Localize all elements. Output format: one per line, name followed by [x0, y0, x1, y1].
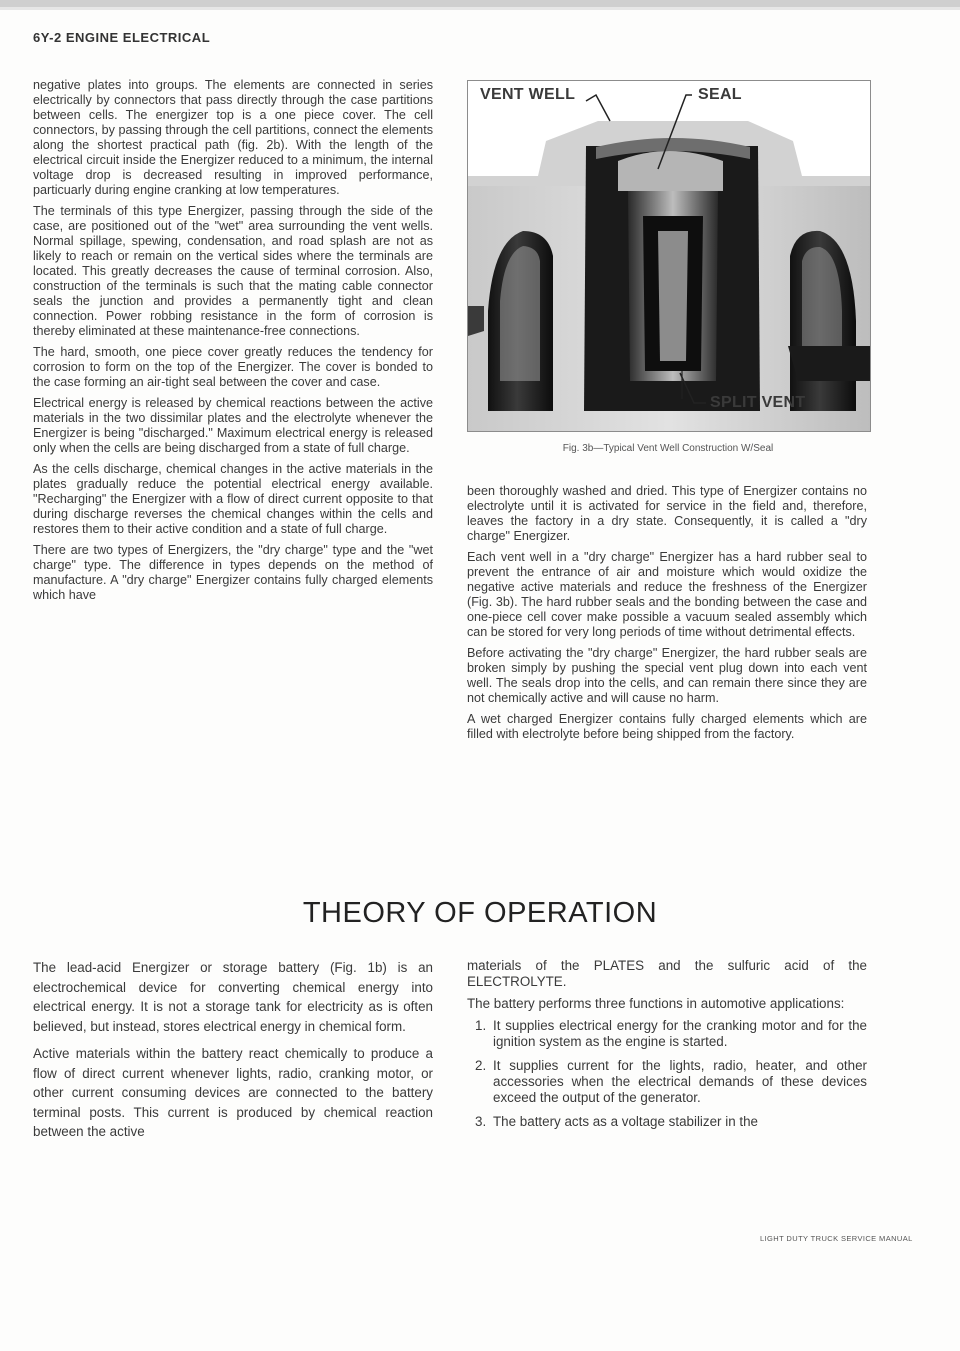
list-text: It supplies electrical energy for the cranking motor and for the ignition system as the engine is started. [493, 1018, 867, 1049]
paragraph: Each vent well in a "dry charge" Energizer has a hard rubber seal to prevent the entrance of air and moisture which would oxidize the negative active materials and reduce the freshness of the Energizer (Fig. 3b). The hard rubber seals and the bonding between the case and one-piece cell cover make possible a vacuum sealed assembly which can be stored for very long periods of time without detrimental effects. [467, 550, 867, 639]
paragraph: The terminals of this type Energizer, passing through the side of the case, are positioned out of the "wet" area surrounding the vent wells. Normal spillage, spewing, condensation, and road splash are not as likely to reach or remain on the vertical sides where the terminals are located. This greatly decreases the cause of terminal corrosion. Also, construction of the terminals is such that the mating cable connector seals the junction and provides a permanently tight and clean connection. Power robbing resistance in the form of corrosion is thereby eliminated at these maintenance-free connections. [33, 204, 433, 338]
bottom-left-column [33, 958, 433, 1150]
paragraph: materials of the PLATES and the sulfuric acid of the ELECTROLYTE. [467, 958, 867, 989]
list-text: It supplies current for the lights, radio, heater, and other accessories when the electrical demands of these devices exceed the output of the generator. [493, 1058, 867, 1105]
list-number: 3. [475, 1114, 487, 1129]
paragraph: been thoroughly washed and dried. This type of Energizer contains no electrolyte until it is activated for service in the field and, therefore, leaves the factory in a dry state. Consequently, it is called a "dry charge" Energizer. [467, 484, 867, 543]
paragraph: Electrical energy is released by chemical reactions between the active materials in the two dissimilar plates and the electrolyte whenever the Energizer is being "discharged." Maximum electrical energy is released only when the cells are being discharged from a state of full charge. [33, 396, 433, 455]
figure-caption: Fig. 3b—Typical Vent Well Construction W/Seal [562, 443, 774, 454]
paragraph: The lead-acid Energizer or storage battery (Fig. 1b) is an electrochemical device for converting chemical energy into electrical energy. It is not a storage tank for electricity as is often believed, but instead, stores electrical energy in chemical form. [33, 960, 433, 1034]
label-split-vent: SPLIT VENT [710, 394, 806, 411]
top-rule-shadow [0, 7, 960, 10]
paragraph: There are two types of Energizers, the "dry charge" type and the "wet charge" type. The difference in types depends on the method of manufacture. A "dry charge" Energizer contains fully charged elements which have [33, 543, 433, 602]
top-rule [0, 0, 960, 7]
vent-well-figure [467, 80, 871, 432]
paragraph: As the cells discharge, chemical changes in the active materials in the plates gradually reduce the potential electrical energy available. "Recharging" the Energizer with a flow of direct current opposite to that during discharge reverses the chemical changes within the cells and restores them to their active condition and a state of full charge. [33, 462, 433, 536]
functions-list [467, 1018, 867, 1130]
section-title: THEORY OF OPERATION [302, 897, 658, 929]
paragraph: negative plates into groups. The elements are connected in series electrically by connectors that pass directly through the case partitions between cells. The energizer top is a one piece cover. The cell connectors, by passing through the cell partitions, connect the elements along the shortest practical path (fig. 2b). With the length of the electrical circuit inside the Energizer reduced to a minimum, the internal voltage drop is decreased resulting in improved performance, particuarly during engine cranking at low temperatures. [33, 78, 433, 197]
paragraph: A wet charged Energizer contains fully charged elements which are filled with electrolyte before being shipped from the factory. [467, 712, 867, 741]
label-vent-well: VENT WELL [480, 86, 576, 103]
list-item [467, 1058, 867, 1106]
paragraph: Active materials within the battery react chemically to produce a flow of direct current whenever lights, radio, cranking motor, or other current consuming devices are connected to the battery terminal posts. This current is produced by chemical reaction between the active [33, 1046, 433, 1139]
page-title: 6Y-2 ENGINE ELECTRICAL [33, 30, 211, 45]
bottom-right-column [467, 958, 867, 1138]
vent-well-illustration [468, 81, 870, 431]
paragraph: The hard, smooth, one piece cover greatly reduces the tendency for corrosion to form on the top of the Energizer. The cover is bonded to the case forming an air-tight seal between the cover and case. [33, 345, 433, 389]
list-number: 2. [475, 1058, 487, 1073]
paragraph: The battery performs three functions in automotive applications: [467, 996, 845, 1011]
list-number: 1. [475, 1018, 487, 1033]
list-item [467, 1018, 867, 1050]
label-seal: SEAL [698, 86, 742, 103]
list-text: The battery acts as a voltage stabilizer in the [493, 1114, 758, 1129]
footer-manual-title: LIGHT DUTY TRUCK SERVICE MANUAL [760, 1234, 913, 1243]
list-item [467, 1114, 867, 1130]
top-left-column [33, 78, 433, 609]
paragraph: Before activating the "dry charge" Energizer, the hard rubber seals are broken simply by pushing the special vent plug down into each vent well. The seals drop into the cells, and can remain there since they are not chemically active and will cause no harm. [467, 646, 867, 705]
top-right-column [467, 484, 867, 748]
